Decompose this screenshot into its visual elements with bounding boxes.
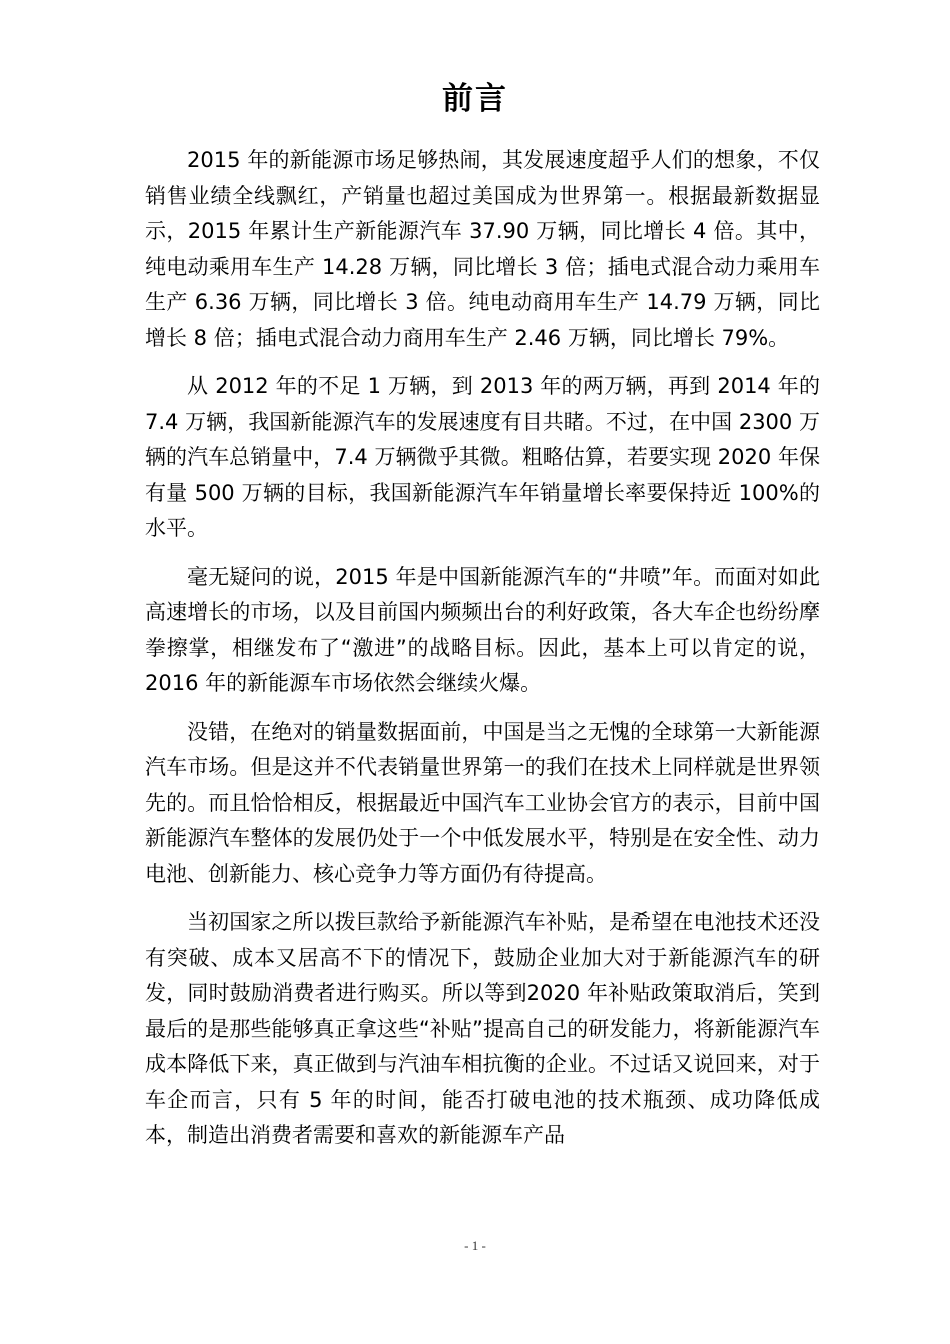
paragraph-1: 2015 年的新能源市场足够热闹，其发展速度超乎人们的想象，不仅销售业绩全线飘红，产销量也超过美国成为世界第一。根据最新数据显示，2015 年累计生产新能源汽车 37.90 万辆，同比增长 4 倍。其中，纯电动乘用车生产 14.28 万辆，同比增长 3 倍；插电式混合动力乘用车生产 6.36 万辆，同比增长 3 倍。纯电动商用车生产 14.79 万辆，同比增长 8 倍；插电式混合动力商用车生产 2.46 万辆，同比增长 79%。: [145, 148, 820, 350]
document-body: [145, 143, 820, 1167]
paragraph-5: 当初国家之所以拨巨款给予新能源汽车补贴，是希望在电池技术还没有突破、成本又居高不下的情况下，鼓励企业加大对于新能源汽车的研发，同时鼓励消费者进行购买。所以等到2020 年补贴政策取消后，笑到最后的是那些能够真正拿这些“补贴”提高自己的研发能力，将新能源汽车成本降低下来，真正做到与汽油车相抗衡的企业。不过话又说回来，对于车企而言，只有 5 年的时间，能否打破电池的技术瓶颈、成功降低成本，制造出消费者需要和喜欢的新能源车产品: [145, 910, 820, 1147]
page-number: - 1 -: [464, 1238, 486, 1253]
page-title: 前言: [442, 81, 508, 117]
paragraph-3: 毫无疑问的说，2015 年是中国新能源汽车的“井喷”年。而面对如此高速增长的市场，以及目前国内频频出台的利好政策，各大车企也纷纷摩拳擦掌，相继发布了“激进”的战略目标。因此，基本上可以肯定的说，2016 年的新能源车市场依然会继续火爆。: [145, 564, 820, 695]
paragraph-4: 没错，在绝对的销量数据面前，中国是当之无愧的全球第一大新能源汽车市场。但是这并不代表销量世界第一的我们在技术上同样就是世界领先的。而且恰恰相反，根据最近中国汽车工业协会官方的表示，目前中国新能源汽车整体的发展仍处于一个中低发展水平，特别是在安全性、动力电池、创新能力、核心竞争力等方面仍有待提高。: [145, 719, 820, 886]
paragraph-2: 从 2012 年的不足 1 万辆，到 2013 年的两万辆，再到 2014 年的 7.4 万辆，我国新能源汽车的发展速度有目共睹。不过，在中国 2300 万辆的汽车总销量中，7.4 万辆微乎其微。粗略估算，若要实现 2020 年保有量 500 万辆的目标，我国新能源汽车年销量增长率要保持近 100%的水平。: [145, 374, 820, 540]
